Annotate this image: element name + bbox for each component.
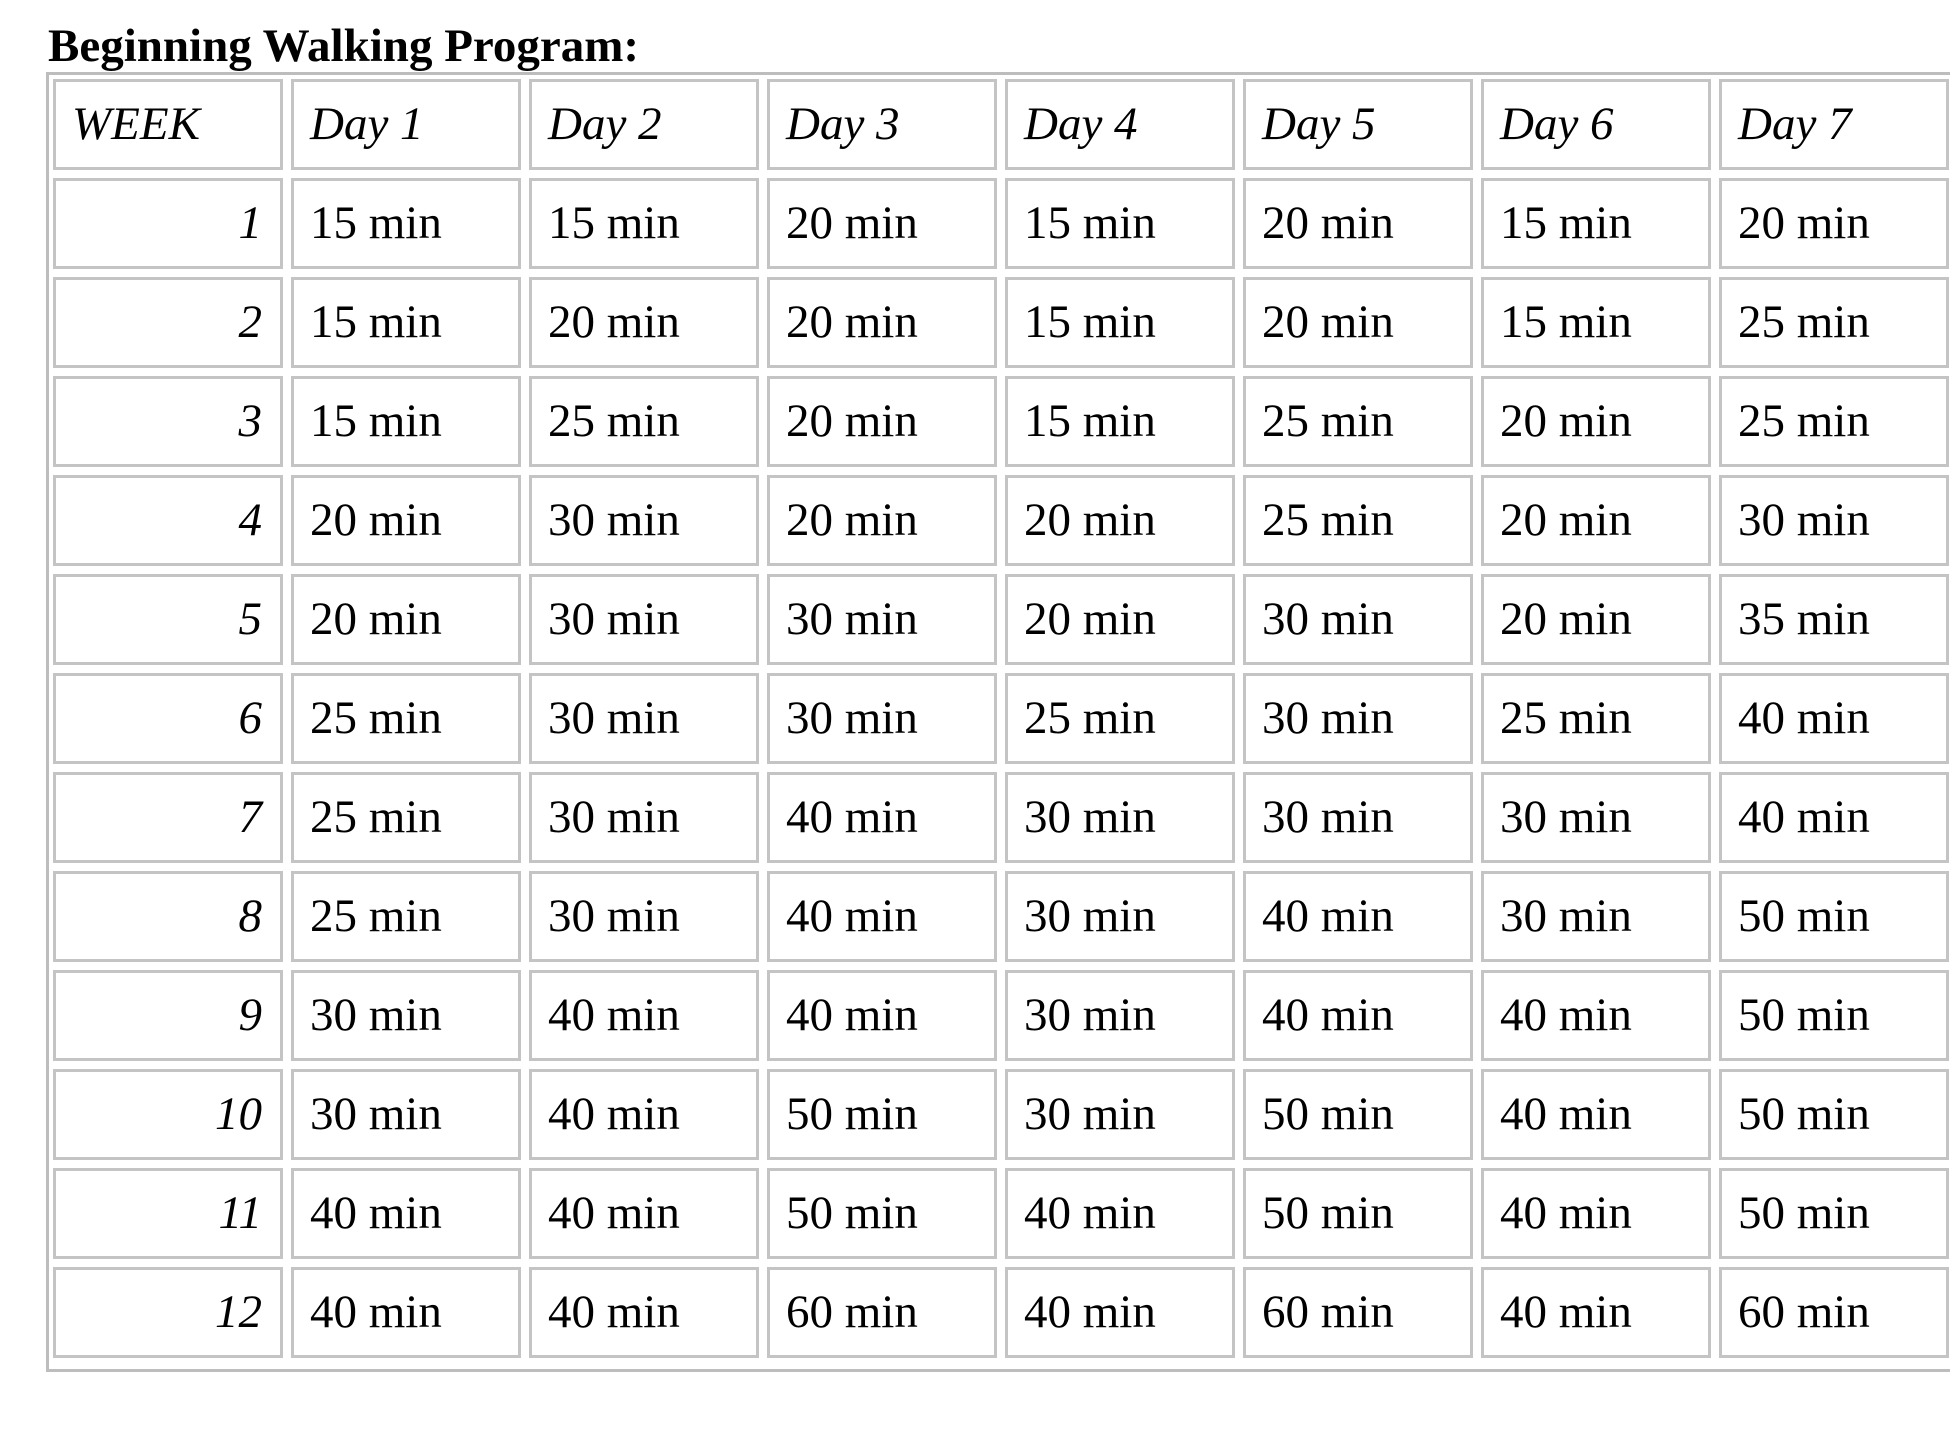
duration-cell-day-6: 20 min	[1481, 376, 1711, 467]
duration-cell-day-2: 25 min	[529, 376, 759, 467]
duration-cell-day-3: 20 min	[767, 178, 997, 269]
duration-cell-day-7: 40 min	[1719, 772, 1949, 863]
duration-cell-day-5: 40 min	[1243, 970, 1473, 1061]
duration-cell-day-7: 35 min	[1719, 574, 1949, 665]
duration-cell-day-3: 40 min	[767, 871, 997, 962]
table-row	[53, 1069, 1949, 1160]
duration-cell-day-2: 40 min	[529, 1267, 759, 1358]
duration-cell-day-4: 30 min	[1005, 772, 1235, 863]
duration-cell-day-1: 15 min	[291, 277, 521, 368]
duration-cell-day-7: 60 min	[1719, 1267, 1949, 1358]
table-row	[53, 1168, 1949, 1259]
duration-cell-day-2: 20 min	[529, 277, 759, 368]
duration-cell-day-5: 60 min	[1243, 1267, 1473, 1358]
duration-cell-day-1: 15 min	[291, 376, 521, 467]
week-number-cell: 2	[53, 277, 283, 368]
duration-cell-day-6: 20 min	[1481, 574, 1711, 665]
duration-cell-day-1: 25 min	[291, 673, 521, 764]
duration-cell-day-7: 20 min	[1719, 178, 1949, 269]
week-number-cell: 11	[53, 1168, 283, 1259]
duration-cell-day-4: 15 min	[1005, 277, 1235, 368]
duration-cell-day-5: 25 min	[1243, 475, 1473, 566]
duration-cell-day-5: 50 min	[1243, 1168, 1473, 1259]
duration-cell-day-5: 30 min	[1243, 574, 1473, 665]
duration-cell-day-4: 40 min	[1005, 1168, 1235, 1259]
week-number-cell: 8	[53, 871, 283, 962]
week-number-cell: 1	[53, 178, 283, 269]
duration-cell-day-4: 30 min	[1005, 1069, 1235, 1160]
walking-schedule-table	[45, 71, 1950, 1366]
duration-cell-day-3: 20 min	[767, 475, 997, 566]
duration-cell-day-1: 25 min	[291, 871, 521, 962]
duration-cell-day-4: 20 min	[1005, 574, 1235, 665]
table-row	[53, 673, 1949, 764]
duration-cell-day-4: 30 min	[1005, 970, 1235, 1061]
duration-cell-day-4: 30 min	[1005, 871, 1235, 962]
table-row	[53, 970, 1949, 1061]
duration-cell-day-5: 25 min	[1243, 376, 1473, 467]
duration-cell-day-3: 50 min	[767, 1069, 997, 1160]
duration-cell-day-2: 30 min	[529, 475, 759, 566]
page-title: Beginning Walking Program:	[48, 20, 640, 72]
duration-cell-day-7: 50 min	[1719, 1168, 1949, 1259]
duration-cell-day-3: 30 min	[767, 574, 997, 665]
duration-cell-day-3: 20 min	[767, 277, 997, 368]
duration-cell-day-3: 50 min	[767, 1168, 997, 1259]
duration-cell-day-1: 40 min	[291, 1267, 521, 1358]
duration-cell-day-2: 30 min	[529, 772, 759, 863]
duration-cell-day-4: 40 min	[1005, 1267, 1235, 1358]
duration-cell-day-5: 30 min	[1243, 673, 1473, 764]
duration-cell-day-6: 40 min	[1481, 1069, 1711, 1160]
duration-cell-day-6: 40 min	[1481, 970, 1711, 1061]
duration-cell-day-3: 40 min	[767, 970, 997, 1061]
week-number-cell: 4	[53, 475, 283, 566]
duration-cell-day-5: 40 min	[1243, 871, 1473, 962]
duration-cell-day-7: 25 min	[1719, 277, 1949, 368]
duration-cell-day-2: 40 min	[529, 1069, 759, 1160]
duration-cell-day-7: 50 min	[1719, 1069, 1949, 1160]
table-row	[53, 376, 1949, 467]
header-day-7: Day 7	[1719, 79, 1949, 170]
duration-cell-day-7: 30 min	[1719, 475, 1949, 566]
header-day-1: Day 1	[291, 79, 521, 170]
week-number-cell: 5	[53, 574, 283, 665]
schedule-table-frame	[46, 72, 1950, 1372]
table-row	[53, 1267, 1949, 1358]
week-number-cell: 12	[53, 1267, 283, 1358]
duration-cell-day-3: 60 min	[767, 1267, 997, 1358]
duration-cell-day-6: 40 min	[1481, 1267, 1711, 1358]
week-number-cell: 3	[53, 376, 283, 467]
duration-cell-day-6: 15 min	[1481, 178, 1711, 269]
table-row	[53, 871, 1949, 962]
duration-cell-day-6: 15 min	[1481, 277, 1711, 368]
duration-cell-day-7: 50 min	[1719, 970, 1949, 1061]
duration-cell-day-1: 20 min	[291, 475, 521, 566]
table-header-row	[53, 79, 1949, 170]
duration-cell-day-7: 50 min	[1719, 871, 1949, 962]
table-row	[53, 772, 1949, 863]
duration-cell-day-4: 15 min	[1005, 376, 1235, 467]
week-number-cell: 6	[53, 673, 283, 764]
header-day-6: Day 6	[1481, 79, 1711, 170]
header-day-4: Day 4	[1005, 79, 1235, 170]
duration-cell-day-4: 25 min	[1005, 673, 1235, 764]
table-row	[53, 277, 1949, 368]
duration-cell-day-1: 15 min	[291, 178, 521, 269]
week-number-cell: 9	[53, 970, 283, 1061]
duration-cell-day-1: 40 min	[291, 1168, 521, 1259]
duration-cell-day-6: 30 min	[1481, 871, 1711, 962]
duration-cell-day-2: 15 min	[529, 178, 759, 269]
duration-cell-day-1: 30 min	[291, 1069, 521, 1160]
duration-cell-day-5: 20 min	[1243, 277, 1473, 368]
duration-cell-day-3: 20 min	[767, 376, 997, 467]
duration-cell-day-6: 30 min	[1481, 772, 1711, 863]
header-day-2: Day 2	[529, 79, 759, 170]
duration-cell-day-2: 30 min	[529, 871, 759, 962]
duration-cell-day-5: 50 min	[1243, 1069, 1473, 1160]
duration-cell-day-5: 20 min	[1243, 178, 1473, 269]
duration-cell-day-1: 25 min	[291, 772, 521, 863]
duration-cell-day-2: 40 min	[529, 1168, 759, 1259]
duration-cell-day-1: 20 min	[291, 574, 521, 665]
header-day-5: Day 5	[1243, 79, 1473, 170]
duration-cell-day-3: 40 min	[767, 772, 997, 863]
header-week: WEEK	[53, 79, 283, 170]
duration-cell-day-6: 20 min	[1481, 475, 1711, 566]
duration-cell-day-6: 25 min	[1481, 673, 1711, 764]
duration-cell-day-5: 30 min	[1243, 772, 1473, 863]
duration-cell-day-1: 30 min	[291, 970, 521, 1061]
duration-cell-day-3: 30 min	[767, 673, 997, 764]
table-row	[53, 574, 1949, 665]
duration-cell-day-6: 40 min	[1481, 1168, 1711, 1259]
duration-cell-day-7: 25 min	[1719, 376, 1949, 467]
header-day-3: Day 3	[767, 79, 997, 170]
table-body	[53, 178, 1949, 1358]
duration-cell-day-4: 15 min	[1005, 178, 1235, 269]
duration-cell-day-4: 20 min	[1005, 475, 1235, 566]
week-number-cell: 10	[53, 1069, 283, 1160]
duration-cell-day-7: 40 min	[1719, 673, 1949, 764]
duration-cell-day-2: 40 min	[529, 970, 759, 1061]
table-row	[53, 178, 1949, 269]
week-number-cell: 7	[53, 772, 283, 863]
duration-cell-day-2: 30 min	[529, 673, 759, 764]
duration-cell-day-2: 30 min	[529, 574, 759, 665]
table-row	[53, 475, 1949, 566]
